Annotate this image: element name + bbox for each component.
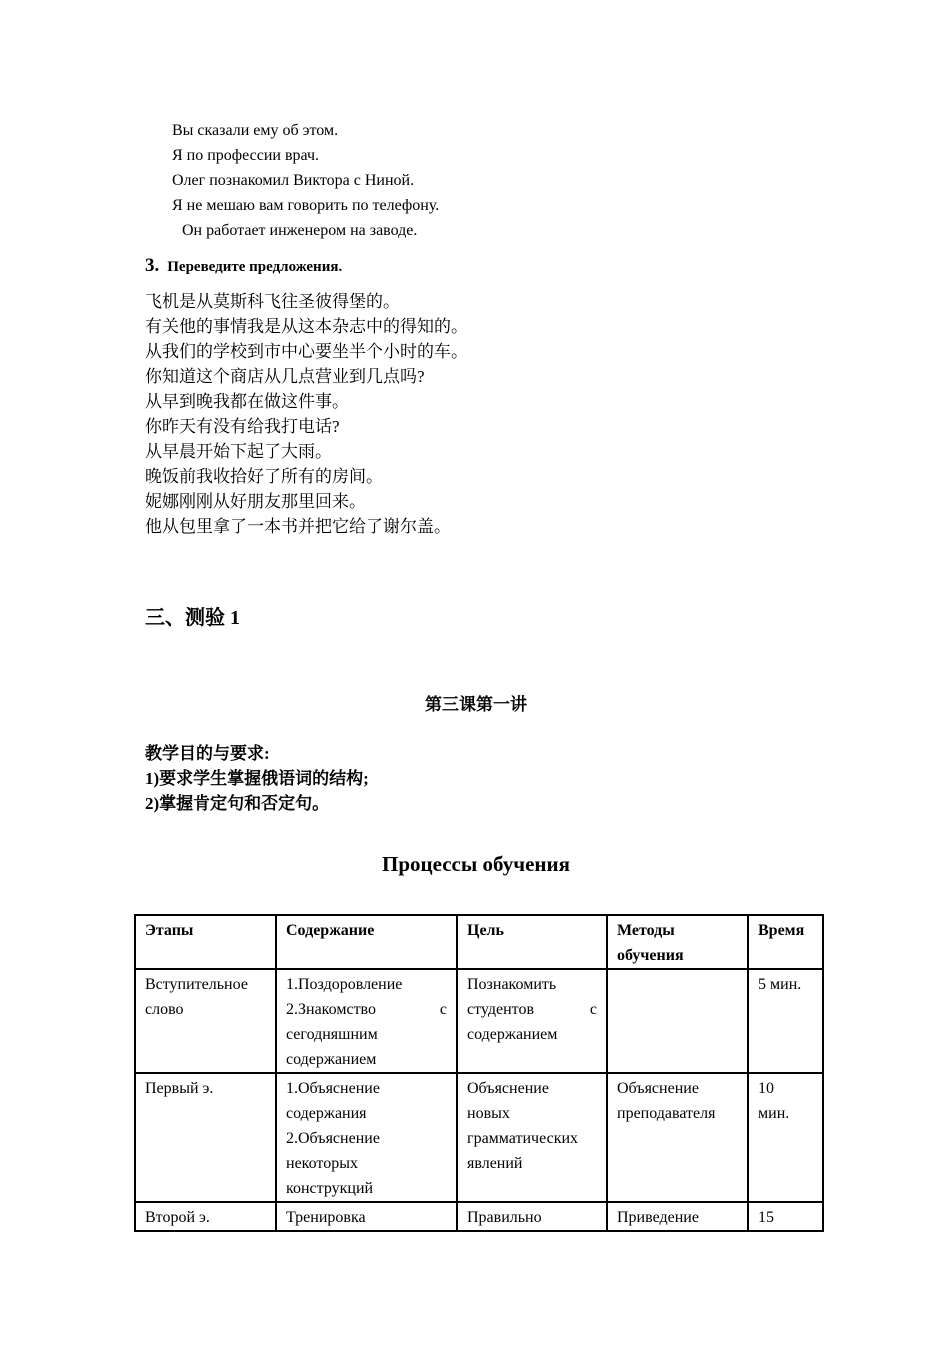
cell-methods: Приведение xyxy=(607,1202,748,1231)
header-content: Содержание xyxy=(276,915,457,969)
russian-sentence: Вы сказали ему об этом. xyxy=(172,122,339,139)
russian-sentences xyxy=(172,118,439,243)
cell-content: Тренировка xyxy=(276,1202,457,1231)
russian-sentence: Он работает инженером на заводе. xyxy=(182,222,418,239)
table-header-row xyxy=(135,915,823,969)
cell-methods xyxy=(607,969,748,1073)
table-row xyxy=(135,1202,823,1231)
chinese-sentence: 他从包里拿了一本书并把它给了谢尔盖。 xyxy=(145,517,451,536)
chinese-sentences xyxy=(145,289,468,539)
chinese-sentence: 晚饭前我收拾好了所有的房间。 xyxy=(145,467,383,486)
cell-time: 10 мин. xyxy=(748,1073,823,1202)
table-row xyxy=(135,969,823,1073)
exercise-number: 3. xyxy=(145,255,160,276)
chinese-sentence: 有关他的事情我是从这本杂志中的得知的。 xyxy=(145,317,468,336)
chinese-sentence: 从早晨开始下起了大雨。 xyxy=(145,442,332,461)
cell-goal: Объяснение новых грамматических явлений xyxy=(457,1073,607,1202)
section-heading: 三、测验 1 xyxy=(145,607,240,629)
process-table xyxy=(134,914,824,1232)
goals-heading: 教学目的与要求: xyxy=(145,744,270,763)
chinese-sentence: 妮娜刚刚从好朋友那里回来。 xyxy=(145,492,366,511)
russian-sentence: Олег познакомил Виктора с Ниной. xyxy=(172,172,415,189)
cell-time: 5 мин. xyxy=(748,969,823,1073)
exercise-3-heading xyxy=(145,255,342,277)
table-row xyxy=(135,1073,823,1202)
header-stage: Этапы xyxy=(135,915,276,969)
cell-goal: Правильно xyxy=(457,1202,607,1231)
teaching-goals xyxy=(145,741,369,816)
cell-stage: Вступительное слово xyxy=(135,969,276,1073)
cell-content: 1.Поздоровление 2.Знакомство с сегодняшним содержанием xyxy=(276,969,457,1073)
header-methods: Методы обучения xyxy=(607,915,748,969)
exercise-title: Переведите предложения. xyxy=(167,259,343,275)
header-goal: Цель xyxy=(457,915,607,969)
chinese-sentence: 你知道这个商店从几点营业到几点吗? xyxy=(145,367,425,386)
chinese-sentence: 你昨天有没有给我打电话? xyxy=(145,417,340,436)
goal-item: 1)要求学生掌握俄语词的结构; xyxy=(145,769,369,788)
process-title: Процессы обучения xyxy=(382,852,570,876)
cell-time: 15 xyxy=(748,1202,823,1231)
cell-stage: Второй э. xyxy=(135,1202,276,1231)
goal-item: 2)掌握肯定句和否定句。 xyxy=(145,794,330,813)
lesson-title: 第三课第一讲 xyxy=(425,695,527,714)
cell-methods: Объяснение преподавателя xyxy=(607,1073,748,1202)
chinese-sentence: 从早到晚我都在做这件事。 xyxy=(145,392,349,411)
chinese-sentence: 飞机是从莫斯科飞往圣彼得堡的。 xyxy=(145,292,400,311)
chinese-sentence: 从我们的学校到市中心要坐半个小时的车。 xyxy=(145,342,468,361)
header-time: Время xyxy=(748,915,823,969)
russian-sentence: Я по профессии врач. xyxy=(172,147,320,164)
russian-sentence: Я не мешаю вам говорить по телефону. xyxy=(172,197,440,214)
cell-stage: Первый э. xyxy=(135,1073,276,1202)
cell-content: 1.Объяснение содержания 2.Объяснение некоторых конструкций xyxy=(276,1073,457,1202)
cell-goal: Познакомить студентов с содержанием xyxy=(457,969,607,1073)
